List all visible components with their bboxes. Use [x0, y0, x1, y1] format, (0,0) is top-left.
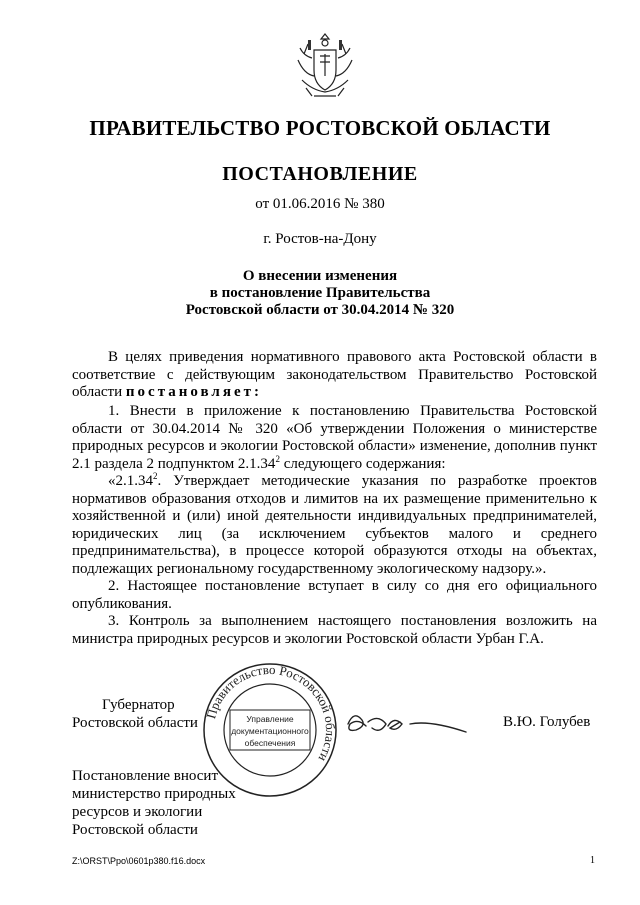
item-1-text: 1. Внести в приложение к постановлению Правительства Ростовской области от 30.04.2014 № 320 «Об утверждении Положения о министерстве природных ресурсов и экологии Ростовской области» изменение, дополнив пункт 2.1 раздела 2 подпунктом 2.1.34 [72, 403, 597, 472]
signatory-name: В.Ю. Голубев [503, 714, 591, 730]
subject-line: О внесении изменения [242, 268, 398, 284]
item-1-text-end: следующего содержания: [279, 455, 446, 472]
document-city: г. Ростов-на-Дону [263, 231, 377, 247]
item-1 [72, 403, 597, 473]
quote-sup: 2 [153, 471, 158, 481]
coat-of-arms-icon [294, 30, 356, 102]
document-date-number: от 01.06.2016 № 380 [255, 196, 385, 212]
document-subject [0, 268, 640, 319]
subject-line: в постановление Правительства [209, 285, 431, 301]
note-line: Постановление вносит [72, 768, 219, 784]
signature-block [0, 660, 640, 765]
decree-word: постановляет: [125, 384, 262, 400]
preamble-text: В целях приведения нормативного правового акта Ростовской области в соответствие с действующим законодательством Правительство Ростовской области [72, 349, 597, 400]
document-type: ПОСТАНОВЛЕНИЕ [222, 163, 418, 185]
signatory-title-line: Губернатор [102, 697, 175, 713]
svg-text:Управление: Управление [246, 714, 294, 724]
item-1-sup: 2 [275, 453, 280, 464]
handwritten-signature [340, 704, 470, 744]
svg-text:документационного: документационного [231, 726, 309, 736]
note-line: ресурсов и экологии [72, 804, 203, 820]
quote-text: . Утверждает методические указания по разработке проектов нормативов образования отходов и лимитов на их размещение применительно к хозяйственной и (или) иной деятельности индивидуальных предпринимателей, юридических лиц (за исключением субъектов малого и среднего предпринимательства), в процессе которой образуются отходы на объектах, подлежащих региональному государственному экологическому надзору.». [72, 473, 597, 577]
page-number: 1 [590, 855, 595, 866]
subject-line: Ростовской области от 30.04.2014 № 320 [185, 302, 455, 318]
item-3: 3. Контроль за выполнением настоящего постановления возложить на министра природных ресурсов и экологии Ростовской области Урбан Г.А. [72, 613, 597, 647]
item-2: 2. Настоящее постановление вступает в силу со дня его официального опубликования. [72, 578, 597, 612]
footer-file-path: Z:\ORST\Ppo\0601p380.f16.docx [72, 856, 206, 866]
quote-start: «2.1.34 [108, 473, 153, 489]
signatory-title [72, 696, 198, 732]
svg-text:Правительство Ростовской облас: Правительство Ростовской области [203, 661, 339, 765]
svg-text:обеспечения: обеспечения [244, 738, 296, 748]
submission-note [72, 767, 236, 839]
preamble [72, 349, 597, 402]
signatory-title-line: Ростовской области [72, 715, 198, 731]
note-line: министерство природных [72, 786, 236, 802]
quoted-subitem [72, 473, 597, 578]
resolution-items [72, 403, 597, 648]
note-line: Ростовской области [72, 822, 198, 838]
organization-name: ПРАВИТЕЛЬСТВО РОСТОВСКОЙ ОБЛАСТИ [89, 116, 551, 140]
